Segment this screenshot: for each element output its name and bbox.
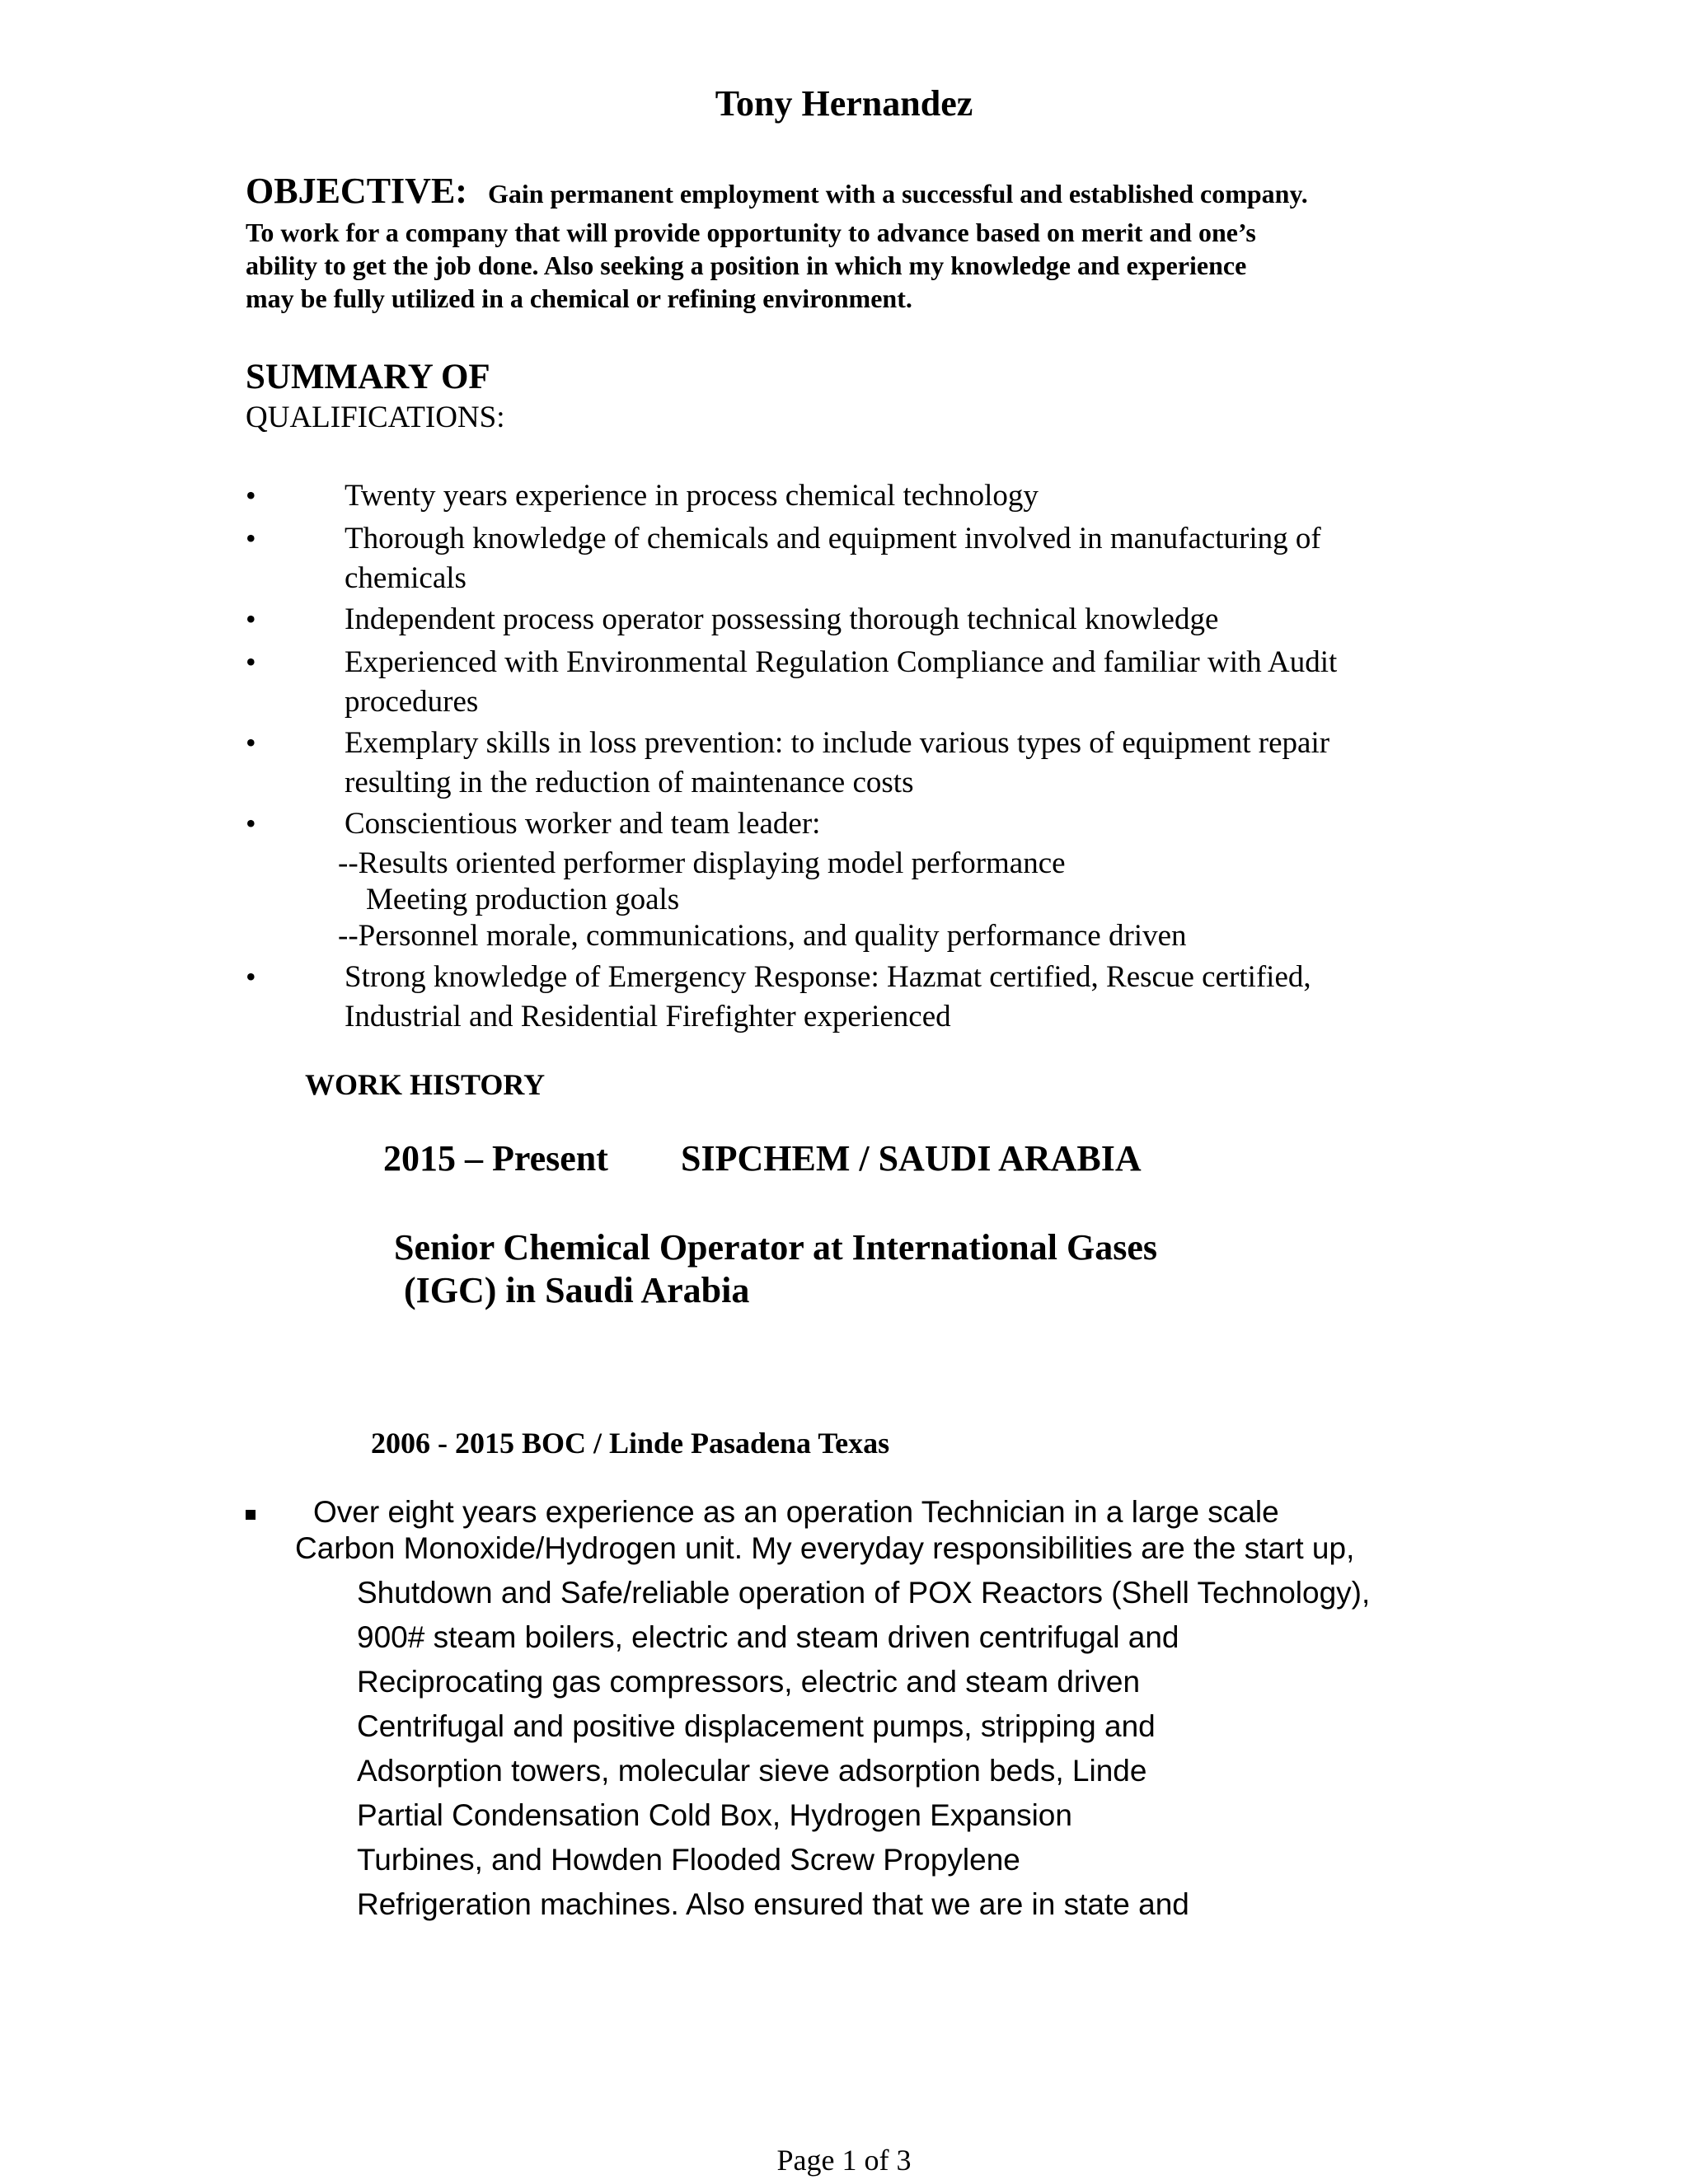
qualification-item: Strong knowledge of Emergency Response: Hazmat certified, Rescue certified,: [345, 960, 1311, 994]
job2-description-line: Turbines, and Howden Flooded Screw Propylene: [357, 1843, 1020, 1877]
bullet-icon: •: [246, 726, 256, 759]
objective-line-4: may be fully utilized in a chemical or refining environment.: [246, 284, 912, 313]
qualification-item: Conscientious worker and team leader:: [345, 807, 821, 841]
job2-description-line: Carbon Monoxide/Hydrogen unit. My everyday responsibilities are the start up,: [295, 1531, 1355, 1565]
job1-title: Senior Chemical Operator at International Gases: [394, 1227, 1157, 1268]
job2-description-line: Refrigeration machines. Also ensured that we are in state and: [357, 1887, 1189, 1921]
job2-description-line: Adsorption towers, molecular sieve adsorption beds, Linde: [357, 1754, 1147, 1788]
square-bullet-icon: [246, 1510, 256, 1520]
job2-description-line: 900# steam boilers, electric and steam driven centrifugal and: [357, 1620, 1179, 1654]
job1-dates: 2015 – Present: [383, 1138, 608, 1179]
summary-heading: SUMMARY OF: [246, 358, 490, 396]
bullet-icon: •: [246, 807, 256, 840]
objective-line-3: ability to get the job done. Also seeking a position in which my knowledge and experience: [246, 251, 1247, 280]
bullet-icon: •: [246, 522, 256, 555]
qualification-item: Experienced with Environmental Regulation Compliance and familiar with Audit: [345, 645, 1338, 679]
work-history-heading: WORK HISTORY: [305, 1068, 546, 1101]
bullet-icon: •: [246, 645, 256, 678]
qualification-subitem-continued: Meeting production goals: [366, 883, 680, 916]
job2-description-line: Shutdown and Safe/reliable operation of POX Reactors (Shell Technology),: [357, 1576, 1371, 1610]
qualification-item-continued: procedures: [345, 685, 479, 719]
bullet-icon: •: [246, 479, 256, 512]
qualification-subitem: --Personnel morale, communications, and quality performance driven: [338, 919, 1187, 953]
qualification-item: Exemplary skills in loss prevention: to include various types of equipment repair: [345, 726, 1330, 760]
job1-title-continued: (IGC) in Saudi Arabia: [404, 1270, 750, 1310]
bullet-icon: •: [246, 960, 256, 993]
qualification-item-continued: Industrial and Residential Firefighter experienced: [345, 1000, 951, 1033]
qualification-item: Thorough knowledge of chemicals and equipment involved in manufacturing of: [345, 522, 1321, 555]
qualification-item-continued: chemicals: [345, 561, 467, 595]
job2-description-line: Partial Condensation Cold Box, Hydrogen Expansion: [357, 1798, 1072, 1832]
qualification-item-continued: resulting in the reduction of maintenance costs: [345, 766, 914, 799]
objective-line-1: Gain permanent employment with a successful and established company.: [487, 179, 1308, 209]
objective-section: [246, 170, 1308, 212]
objective-heading: OBJECTIVE:: [246, 171, 467, 211]
objective-line-2: To work for a company that will provide opportunity to advance based on merit and one’s: [246, 218, 1256, 247]
job2-description-line: Reciprocating gas compressors, electric and steam driven: [357, 1665, 1141, 1699]
job2-description-line: Over eight years experience as an operation Technician in a large scale: [313, 1495, 1279, 1529]
qualification-item: Twenty years experience in process chemical technology: [345, 479, 1039, 513]
job2-header: 2006 - 2015 BOC / Linde Pasadena Texas: [371, 1427, 890, 1460]
qualification-subitem: --Results oriented performer displaying model performance: [338, 846, 1066, 880]
job2-description-line: Centrifugal and positive displacement pumps, stripping and: [357, 1709, 1156, 1743]
bullet-icon: •: [246, 602, 256, 635]
page-number: Page 1 of 3: [776, 2144, 912, 2177]
summary-subheading: QUALIFICATIONS:: [246, 401, 505, 434]
candidate-name: Tony Hernandez: [715, 83, 973, 124]
job1-company: SIPCHEM / SAUDI ARABIA: [681, 1138, 1142, 1179]
qualification-item: Independent process operator possessing thorough technical knowledge: [345, 602, 1219, 636]
